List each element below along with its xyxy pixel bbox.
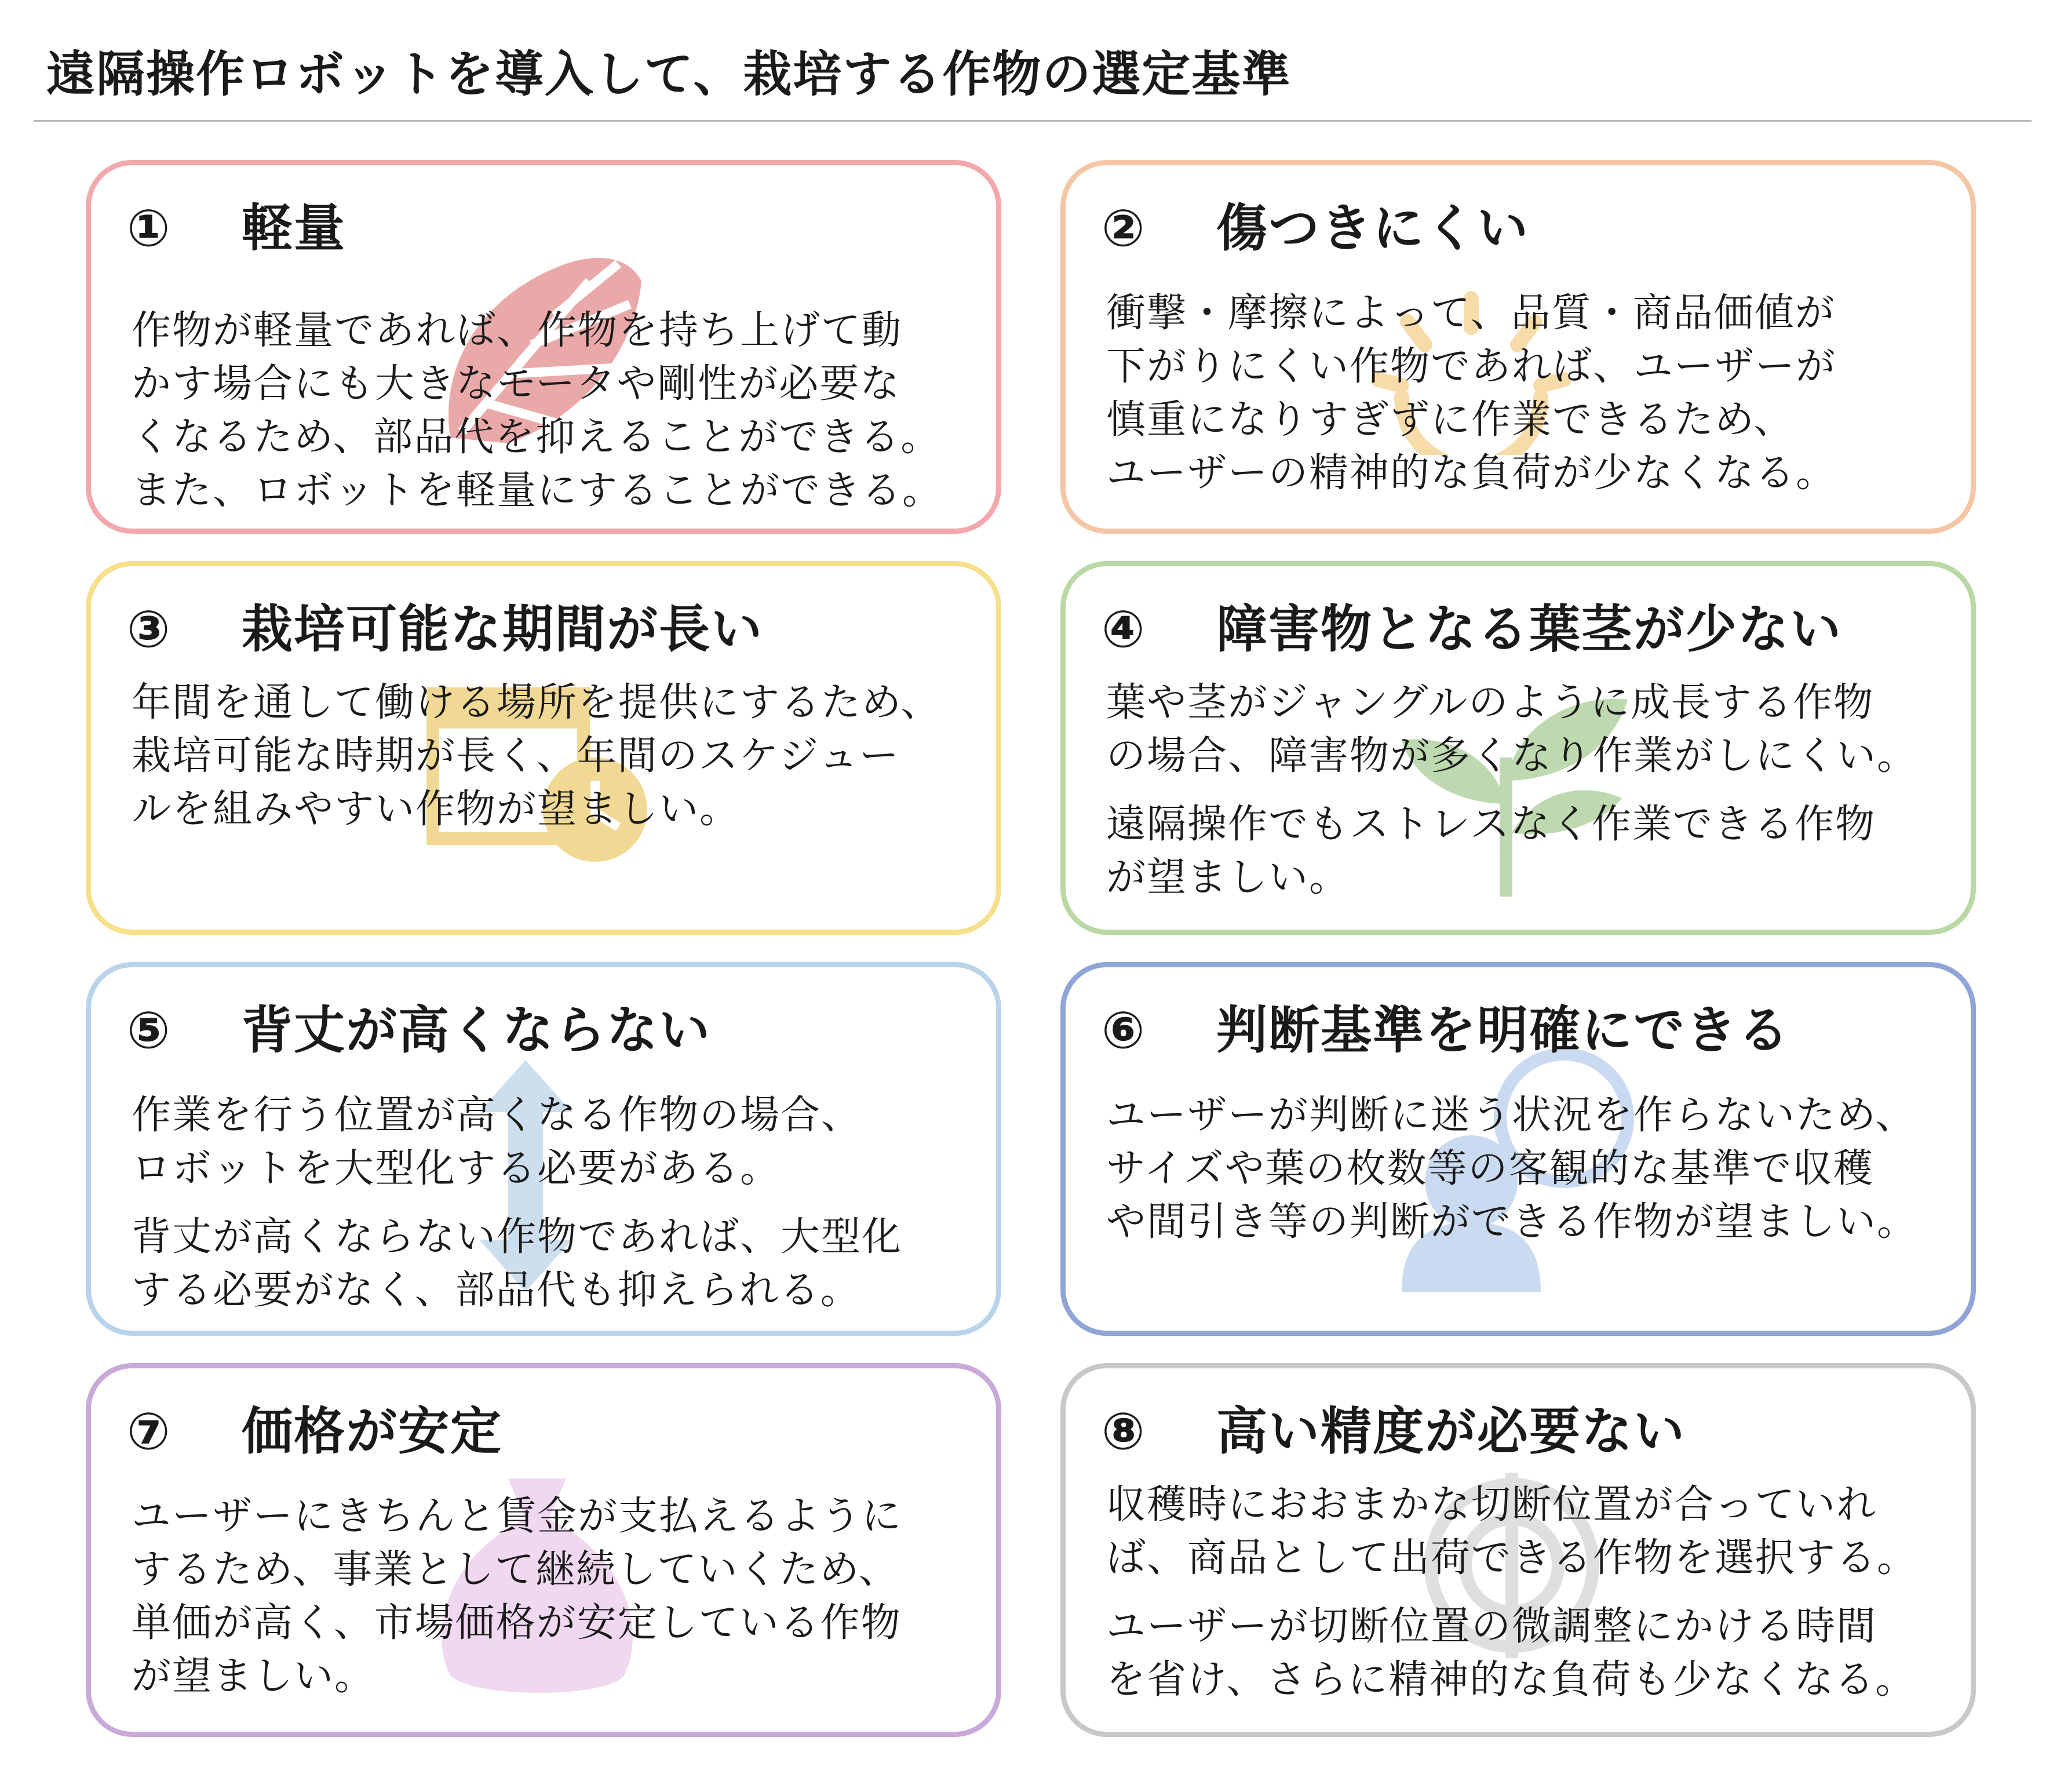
criterion-heading: 障害物となる葉茎が少ない [1216,599,1843,659]
criterion-card-7 [86,1363,1001,1737]
criterion-card-6 [1060,962,1976,1336]
body-line: ルを組みやすい作物が望ましい。 [132,786,741,832]
body-line: 収穫時におおまかな切断位置が合っていれ [1106,1482,1877,1528]
body-line: ユーザーの精神的な負荷が少なくなる。 [1106,450,1837,496]
body-line: 年間を通して働ける場所を提供にするため、 [132,680,942,726]
body-line: くなるため、部品代を抑えることができる。 [132,414,942,460]
criterion-card-3 [86,561,1001,935]
body-line: が望ましい。 [132,1653,375,1699]
criterion-heading: 価格が安定 [242,1401,503,1461]
body-line: また、ロボットを軽量にすることができる。 [132,468,943,513]
criterion-heading: 軽量 [242,198,347,258]
body-line: 慎重になりすぎずに作業できるため、 [1106,397,1795,443]
criterion-body [132,676,979,836]
criterion-number: ① [127,198,170,258]
body-line: サイズや葉の枚数等の客観的な基準で収穫 [1106,1146,1874,1192]
body-line: 栽培可能な時期が長く、年間のスケジュー [132,733,900,779]
criterion-body [132,1089,979,1317]
criterion-card-5 [86,962,1001,1336]
body-line: する必要がなく、部品代も抑えられる。 [132,1267,861,1313]
criterion-card-8 [1060,1363,1976,1737]
body-line: 作業を行う位置が高くなる作物の場合、 [132,1092,862,1138]
body-line: 下がりにくい作物であれば、ユーザーが [1106,344,1837,389]
body-line: ロボットを大型化する必要がある。 [132,1146,781,1192]
body-line: ば、商品として出荷できる作物を選択する。 [1106,1535,1918,1581]
body-line: するため、事業として継続していくため、 [132,1547,899,1593]
criterion-heading: 高い精度が必要ない [1216,1401,1686,1461]
criterion-body [1106,676,1953,905]
criterion-card-1 [86,160,1001,534]
body-line: 作物が軽量であれば、作物を持ち上げて動 [132,308,903,354]
criterion-heading: 栽培可能な期間が長い [242,599,764,659]
criterion-number: ⑥ [1102,1000,1145,1060]
criterion-number: ⑦ [127,1401,170,1461]
body-line: や間引き等の判断ができる作物が望ましい。 [1106,1199,1918,1245]
criterion-body [1106,1478,1953,1707]
title-divider [34,120,2032,122]
body-line: 単価が高く、市場価格が安定している作物 [132,1600,902,1646]
body-line: を省け、さらに精神的な負荷も少なくなる。 [1106,1657,1916,1703]
criterion-body [1106,1089,1953,1249]
body-line: かす場合にも大きなモータや剛性が必要な [132,361,901,407]
page-title: 遠隔操作ロボットを導入して、栽培する作物の選定基準 [46,46,1292,103]
body-line: ユーザーが判断に迷う状況を作らないため、 [1106,1092,1916,1138]
body-line: ユーザーにきちんと賃金が支払えるように [132,1494,903,1539]
body-line: ユーザーが切断位置の微調整にかける時間 [1106,1604,1877,1649]
criterion-body [1106,287,1953,500]
criterion-heading: 背丈が高くならない [242,1000,712,1060]
criterion-number: ② [1102,198,1145,258]
body-line: が望ましい。 [1106,855,1350,901]
criterion-number: ③ [127,599,170,659]
criterion-body [132,304,979,518]
criterion-heading: 傷つきにくい [1216,198,1530,258]
criterion-card-4 [1060,561,1976,935]
body-line: 遠隔操作でもストレスなく作業できる作物 [1106,802,1876,847]
body-line: の場合、障害物が多くなり作業がしにくい。 [1106,733,1918,779]
body-line: 葉や茎がジャングルのように成長する作物 [1106,680,1875,726]
body-line: 衝撃・摩擦によって、品質・商品価値が [1106,290,1836,336]
criterion-heading: 判断基準を明確にできる [1216,1000,1791,1060]
criterion-card-2 [1060,160,1976,534]
body-line: 背丈が高くならない作物であれば、大型化 [132,1214,903,1260]
criterion-number: ④ [1102,599,1145,659]
criterion-number: ⑧ [1102,1401,1145,1461]
criterion-body [132,1490,979,1703]
criterion-number: ⑤ [127,1000,170,1060]
